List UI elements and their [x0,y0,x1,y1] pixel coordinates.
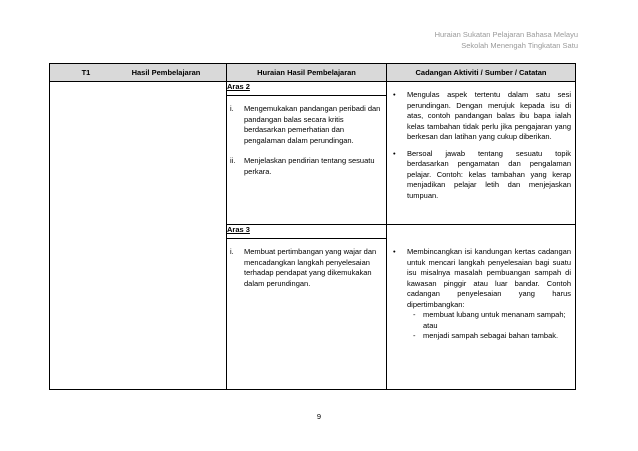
aras-3-label: Aras 3 [227,225,387,239]
list-item: • Bersoal jawab tentang sesuatu topik berdasarkan pengamatan dan pengalaman pelajar. Contoh: kelas tambahan yang kerap menjadikan pelajar letih dan menjejaskan tumpuan. [393,148,571,200]
list-item: - membuat lubang untuk menanam sampah; atau [413,310,566,330]
hasil-cell [50,82,227,390]
aras-3-items [227,239,387,390]
table-header-row [50,64,576,82]
aras-2-label: Aras 2 [227,82,387,96]
page-number: 9 [316,412,322,421]
list-item: i. Membuat pertimbangan yang wajar dan mencadangkan langkah penyelesaian terhadap pendapat yang dikemukakan dalam perundingan. [230,247,377,288]
bullet-icon: • [393,148,396,158]
syllabus-table [49,63,576,390]
aras-3-activities [387,225,576,390]
list-item: • Membincangkan isi kandungan kertas cadangan untuk mencari langkah penyelesaian bagi suatu isu misalnya masalah pembuangan sampah di kawasan pinggir atau luar bandar. Contoh cadangan penyelesaian yang harus dipertimbangkan: [393,247,571,309]
bullet-icon: • [393,90,396,99]
col-header-huraian: Huraian Hasil Pembelajaran [227,64,387,82]
aras-2-activities [387,82,576,225]
bullet-icon: • [393,247,396,256]
col-header-hasil: Hasil Pembelajaran [131,68,201,77]
list-item: • Mengulas aspek tertentu dalam satu sesi perundingan. Dengan merujuk kepada isu di atas, contoh pandangan balas ibu bapa ialah kelas tambahan tidak perlu jika pengajaran yang berkesan dan latihan yang cukup diberikan. [393,90,571,141]
list-item: ii. Menjelaskan pendirian tentang sesuatu perkara. [230,156,375,176]
list-item: i. Mengemukakan pandangan peribadi dan pandangan balas secara kritis berdasarkan pemerhatian dan pengalaman dalam perundingan. [230,104,381,145]
list-item: - menjadi sampah sebagai bahan tambak. [413,331,559,340]
col-header-t1: T1 [81,68,91,77]
running-header [435,29,578,51]
col-header-t1-hasil [50,64,227,82]
header-line-1: Huraian Sukatan Pelajaran Bahasa Melayu [434,30,578,39]
col-header-cadangan: Cadangan Aktiviti / Sumber / Catatan [387,64,576,82]
header-line-2: Sekolah Menengah Tingkatan Satu [461,41,578,50]
aras-2-items [227,96,387,225]
